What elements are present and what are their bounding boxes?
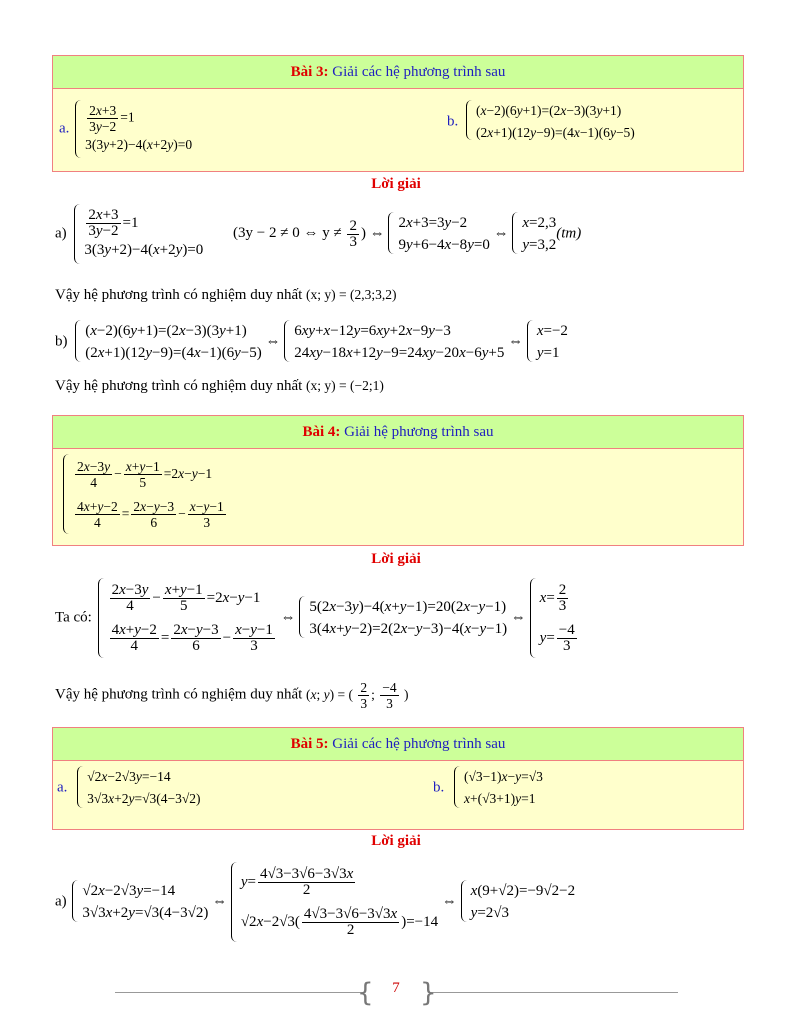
footer-line-left [115, 992, 365, 993]
footer-brace-left: { [357, 978, 374, 1008]
exercise-4-system: $\frac{2x-3y}{4}$ − $\frac{x+y-1}{5}$ =2x−y−1 $\frac{4x+y-2}{4}$ = $\frac{2x-y-3}{6}$ − $\frac{x-y-1}{3}$ [63, 454, 228, 534]
label-a: a) [55, 225, 67, 242]
exercise-5-header [53, 728, 743, 761]
exercise-5b: b. (√3−1)x−y=√3 x+(√3+1)y=1 [433, 766, 543, 810]
condition: (3y − 2 ≠ 0 ⇔ y ≠ [233, 225, 342, 242]
exercise-3-number: Bài 3: [290, 64, 329, 80]
solution-heading-3: Lời giải [371, 176, 421, 192]
solution-heading-5: Lời giải [371, 833, 421, 849]
label-a: a. [57, 779, 68, 796]
answer-4: (x; y) = ( $\frac{2}{3}$ ; $\frac{-4}{3}$ ) [306, 680, 409, 711]
label-a: a) [55, 893, 67, 910]
conclusion-3a [55, 287, 397, 304]
conclusion-text: Vậy hệ phương trình có nghiệm duy nhất [55, 287, 303, 303]
exercise-3-header [53, 56, 743, 89]
tm-note: (tm) [556, 225, 582, 242]
solution-3a: a) $\frac{2x+3}{3y-2}$ =1 3(3y+2)−4(x+2y)=0 (3y − 2 ≠ 0 ⇔ y ≠ $\frac{2}{3}$ ) ⇔ 2x+3=3y−2 9y+6−4x−8y=0 ⇔ x=2,3 y=3,2 (tm) [55, 204, 581, 264]
exercise-5a: a. √2x−2√3y=−14 3√3x+2y=√3(4−3√2) [57, 766, 201, 810]
exercise-5-number: Bài 5: [290, 736, 329, 752]
solution-heading-4: Lời giải [371, 551, 421, 567]
conclusion-text: Vậy hệ phương trình có nghiệm duy nhất [55, 378, 303, 394]
answer-3a: (x; y) = (2,3;3,2) [306, 287, 397, 302]
exercise-5-title: Giải các hệ phương trình sau [332, 736, 506, 752]
exercise-5-box [52, 727, 744, 830]
exercise-4-header [53, 416, 743, 449]
exercise-3-title: Giải các hệ phương trình sau [332, 64, 506, 80]
exercise-3b: b. (x−2)(6y+1)=(2x−3)(3y+1) (2x+1)(12y−9)=(4x−1)(6y−5) [447, 100, 635, 144]
exercise-4-title: Giải hệ phương trình sau [344, 424, 494, 440]
solution-4-prefix: Ta có: [55, 609, 92, 626]
label-a: a. [59, 120, 70, 137]
exercise-4-number: Bài 4: [302, 424, 341, 440]
label-b: b) [55, 333, 68, 350]
solution-4: Ta có: $\frac{2x-3y}{4}$ − $\frac{x+y-1}{5}$ =2x−y−1 $\frac{4x+y-2}{4}$ = $\frac{2x-y-3}{6}$ − $\frac{x-y-1}{3}$ ⇔ 5(2x−3y)−4(x+y−1)=20(2x−y−1) 3(4x+y−2)=2(2x−y−3)−4(x−y−1) ⇔ x= $\frac{2}{3}$ y= $\frac{-4}{3}$ [55, 578, 579, 658]
solution-5a: a) √2x−2√3y=−14 3√3x+2y=√3(4−3√2) ⇔ y= $\frac{4√3-3√6-3√3x}{2}$ √2x−2√3( $\frac{4√3-3√6-3√3x}{2}$ )=−14 ⇔ x(9+√2)=−9√2−2 y=2√3 [55, 862, 575, 942]
conclusion-4 [55, 680, 409, 711]
exercise-4-box [52, 415, 744, 546]
answer-3b: (x; y) = (−2;1) [306, 378, 384, 393]
exercise-3a: a. $\frac{2x+3}{3y-2}$ =1 3(3y+2)−4(x+2y)=0 [59, 100, 192, 158]
conclusion-text: Vậy hệ phương trình có nghiệm duy nhất [55, 686, 303, 703]
exercise-3-box [52, 55, 744, 172]
conclusion-3b [55, 378, 384, 395]
footer-line-right [430, 992, 678, 993]
label-b: b. [433, 779, 445, 796]
footer-brace-right: } [420, 978, 437, 1008]
label-b: b. [447, 113, 459, 130]
solution-3b: b) (x−2)(6y+1)=(2x−3)(3y+1) (2x+1)(12y−9)=(4x−1)(6y−5) ⇔ 6xy+x−12y=6xy+2x−9y−3 24xy−18x+12y−9=24xy−20x−6y+5 ⇔ x=−2 y=1 [55, 320, 568, 364]
page-number: 7 [392, 980, 400, 996]
